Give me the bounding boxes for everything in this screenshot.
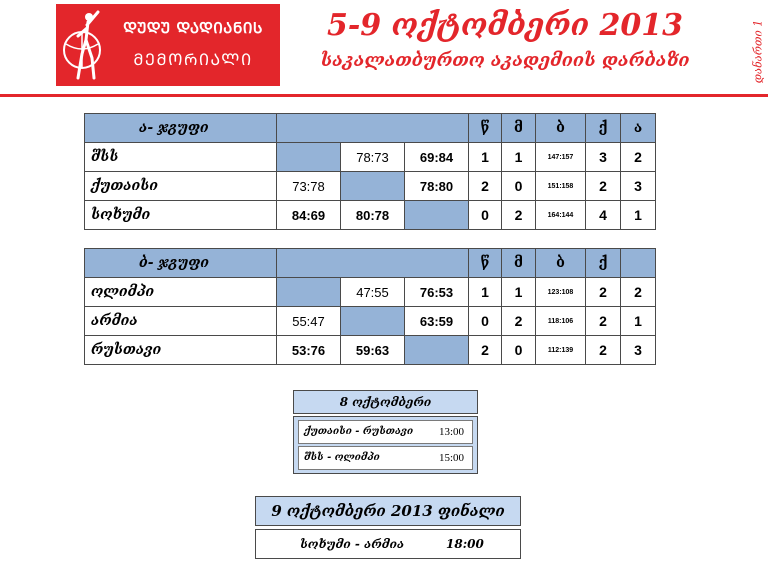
wins: 2	[469, 336, 502, 365]
score-cell: 73:78	[277, 172, 341, 201]
self-cell	[277, 143, 341, 172]
self-cell	[341, 307, 405, 336]
basketball-player-icon	[62, 8, 108, 82]
group-a-table	[84, 113, 656, 230]
place: 1	[621, 201, 656, 230]
header-blank	[277, 249, 469, 278]
logo-line-1: ᲓᲣᲓᲣ ᲓᲐᲓᲘᲐᲜᲘᲡ	[123, 19, 263, 37]
team-name: სოხუმი	[85, 201, 277, 230]
score-cell: 78:80	[405, 172, 469, 201]
points: 3	[586, 143, 621, 172]
points-diff: 164:144	[536, 201, 586, 230]
page-title-date: 5-9 ოქტომბერი 2013	[326, 8, 684, 43]
points-diff: 112:139	[536, 336, 586, 365]
group-a-header-row	[85, 114, 656, 143]
wins: 0	[469, 201, 502, 230]
points: 2	[586, 336, 621, 365]
losses: 2	[502, 201, 536, 230]
game-time: 15:00	[438, 452, 464, 464]
group-b-table	[84, 248, 656, 365]
place: 2	[621, 278, 656, 307]
schedule-title: 8 ოქტომბერი	[293, 390, 478, 414]
schedule-box	[293, 416, 478, 474]
points: 2	[586, 172, 621, 201]
table-row	[85, 278, 656, 307]
points-diff: 118:106	[536, 307, 586, 336]
place: 3	[621, 336, 656, 365]
stat-header: ბ	[536, 114, 586, 143]
table-row	[85, 201, 656, 230]
losses: 2	[502, 307, 536, 336]
score-cell: 76:53	[405, 278, 469, 307]
score-cell: 63:59	[405, 307, 469, 336]
stat-header: მ	[502, 114, 536, 143]
self-cell	[277, 278, 341, 307]
game-time: 13:00	[438, 426, 464, 438]
team-name: არმია	[85, 307, 277, 336]
game-match: შსს - ოლიმპი	[304, 452, 380, 463]
score-cell: 69:84	[405, 143, 469, 172]
logo	[56, 4, 280, 86]
wins: 1	[469, 143, 502, 172]
losses: 1	[502, 278, 536, 307]
stat-header: წ	[469, 114, 502, 143]
score-cell: 78:73	[341, 143, 405, 172]
losses: 0	[502, 336, 536, 365]
self-cell	[341, 172, 405, 201]
place: 3	[621, 172, 656, 201]
schedule-game	[298, 446, 473, 470]
group-b-name: ბ- ჯგუფი	[85, 249, 277, 278]
game-match: ქუთაისი - რუსთავი	[304, 426, 414, 437]
points: 2	[586, 278, 621, 307]
wins: 2	[469, 172, 502, 201]
place: 1	[621, 307, 656, 336]
final-game	[255, 529, 521, 559]
team-name: რუსთავი	[85, 336, 277, 365]
group-a-name: ა- ჯგუფი	[85, 114, 277, 143]
team-name: ქუთაისი	[85, 172, 277, 201]
points-diff: 147:157	[536, 143, 586, 172]
points: 4	[586, 201, 621, 230]
appendix-label: დანართი 1	[751, 19, 765, 84]
score-cell: 53:76	[277, 336, 341, 365]
points-diff: 123:108	[536, 278, 586, 307]
logo-line-2: ᲛᲔᲛᲝᲠᲘᲐᲚᲘ	[133, 50, 253, 69]
final-time: 18:00	[446, 537, 484, 551]
table-row	[85, 143, 656, 172]
table-row	[85, 336, 656, 365]
stat-header: ქ	[586, 114, 621, 143]
stat-header: მ	[502, 249, 536, 278]
stat-header: წ	[469, 249, 502, 278]
team-name: შსს	[85, 143, 277, 172]
self-cell	[405, 201, 469, 230]
header-divider	[0, 94, 768, 97]
score-cell: 47:55	[341, 278, 405, 307]
page-subtitle-venue: საკალათბურთო აკადემიის დარბაზი	[320, 50, 690, 71]
stat-header: ა	[621, 114, 656, 143]
stat-header	[621, 249, 656, 278]
wins: 0	[469, 307, 502, 336]
points: 2	[586, 307, 621, 336]
self-cell	[405, 336, 469, 365]
table-row	[85, 172, 656, 201]
team-name: ოლიმპი	[85, 278, 277, 307]
losses: 1	[502, 143, 536, 172]
losses: 0	[502, 172, 536, 201]
wins: 1	[469, 278, 502, 307]
schedule-game	[298, 420, 473, 444]
place: 2	[621, 143, 656, 172]
score-cell: 55:47	[277, 307, 341, 336]
final-match: სოხუმი - არმია	[300, 537, 405, 551]
score-cell: 80:78	[341, 201, 405, 230]
stat-header: ბ	[536, 249, 586, 278]
stat-header: ქ	[586, 249, 621, 278]
header-blank	[277, 114, 469, 143]
table-row	[85, 307, 656, 336]
score-cell: 84:69	[277, 201, 341, 230]
points-diff: 151:158	[536, 172, 586, 201]
group-b-header-row	[85, 249, 656, 278]
score-cell: 59:63	[341, 336, 405, 365]
final-title: 9 ოქტომბერი 2013 ფინალი	[255, 496, 521, 526]
